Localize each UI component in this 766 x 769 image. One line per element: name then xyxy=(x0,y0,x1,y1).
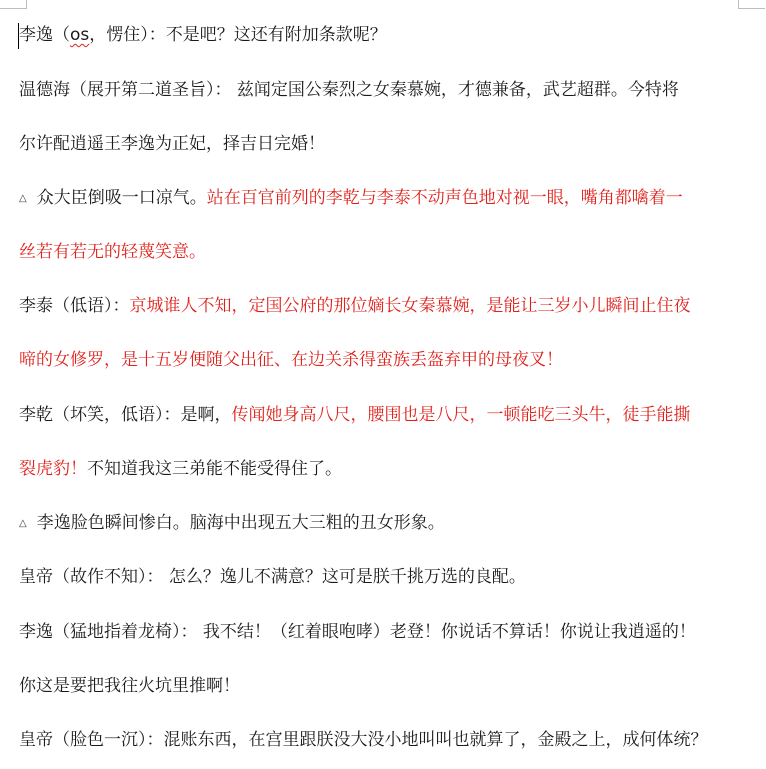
text-run: ，愣住）：不是吧？这还有附加条款呢？ xyxy=(89,25,387,45)
paragraph-line[interactable] xyxy=(19,495,749,552)
paragraph-line[interactable] xyxy=(19,712,749,769)
paragraph-line[interactable] xyxy=(19,549,749,606)
triangle-bullet-icon: △ xyxy=(19,518,27,529)
text-run: 皇帝（故作不知）： 怎么？逸儿不满意？这可是朕千挑万选的良配。 xyxy=(19,567,526,587)
highlighted-text: 啼的女修罗，是十五岁便随父出征、在边关杀得蛮族丢盔弃甲的母夜叉！ xyxy=(19,350,563,370)
highlighted-text: 裂虎豹！ xyxy=(19,459,87,479)
spellcheck-flagged-text: os xyxy=(70,25,90,45)
highlighted-text: 丝若有若无的轻蔑笑意。 xyxy=(19,242,206,262)
paragraph-line[interactable] xyxy=(19,278,749,335)
paragraph-line[interactable] xyxy=(19,170,749,227)
paragraph-line[interactable] xyxy=(19,604,749,661)
paragraph-line[interactable] xyxy=(19,332,749,389)
paragraph-line[interactable] xyxy=(19,116,749,173)
text-run: 温德海（展开第二道圣旨）： 兹闻定国公秦烈之女秦慕婉，才德兼备，武艺超群。今特将 xyxy=(19,80,679,100)
highlighted-text: 传闻她身高八尺，腰围也是八尺，一顿能吃三头牛，徒手能撕 xyxy=(231,405,691,425)
paragraph-line[interactable] xyxy=(19,441,749,498)
text-run: 众大臣倒吸一口凉气。 xyxy=(36,188,207,208)
highlighted-text: 京城谁人不知，定国公府的那位嫡长女秦慕婉，是能让三岁小儿瞬间止住夜 xyxy=(129,296,691,316)
text-run: 不知道我这三弟能不能受得住了。 xyxy=(87,459,342,479)
text-run: 李泰（低语）： xyxy=(19,296,130,316)
paragraph-line[interactable] xyxy=(19,7,749,64)
highlighted-text: 站在百官前列的李乾与李泰不动声色地对视一眼，嘴角都噙着一 xyxy=(206,188,683,208)
text-run: 李逸脸色瞬间惨白。脑海中出现五大三粗的丑女形象。 xyxy=(36,513,445,533)
text-run: 你这是要把我往火坑里推啊！ xyxy=(19,676,240,696)
paragraph-line[interactable] xyxy=(19,387,749,444)
text-run: 李逸（ xyxy=(19,25,70,45)
text-run: 李乾（坏笑，低语）：是啊， xyxy=(19,405,232,425)
paragraph-line[interactable] xyxy=(19,224,749,281)
text-run: 皇帝（脸色一沉）：混账东西，在宫里跟朕没大没小地叫叫也就算了，金殿之上，成何体统？ xyxy=(19,730,708,750)
text-run: 李逸（猛地指着龙椅）： 我不结！（红着眼咆哮）老登！你说话不算话！你说让我逍遥的！ xyxy=(19,622,696,642)
triangle-bullet-icon: △ xyxy=(19,193,27,204)
text-run: 尔许配逍遥王李逸为正妃，择吉日完婚！ xyxy=(19,134,325,154)
paragraph-line[interactable] xyxy=(19,62,749,119)
paragraph-line[interactable] xyxy=(19,658,749,715)
